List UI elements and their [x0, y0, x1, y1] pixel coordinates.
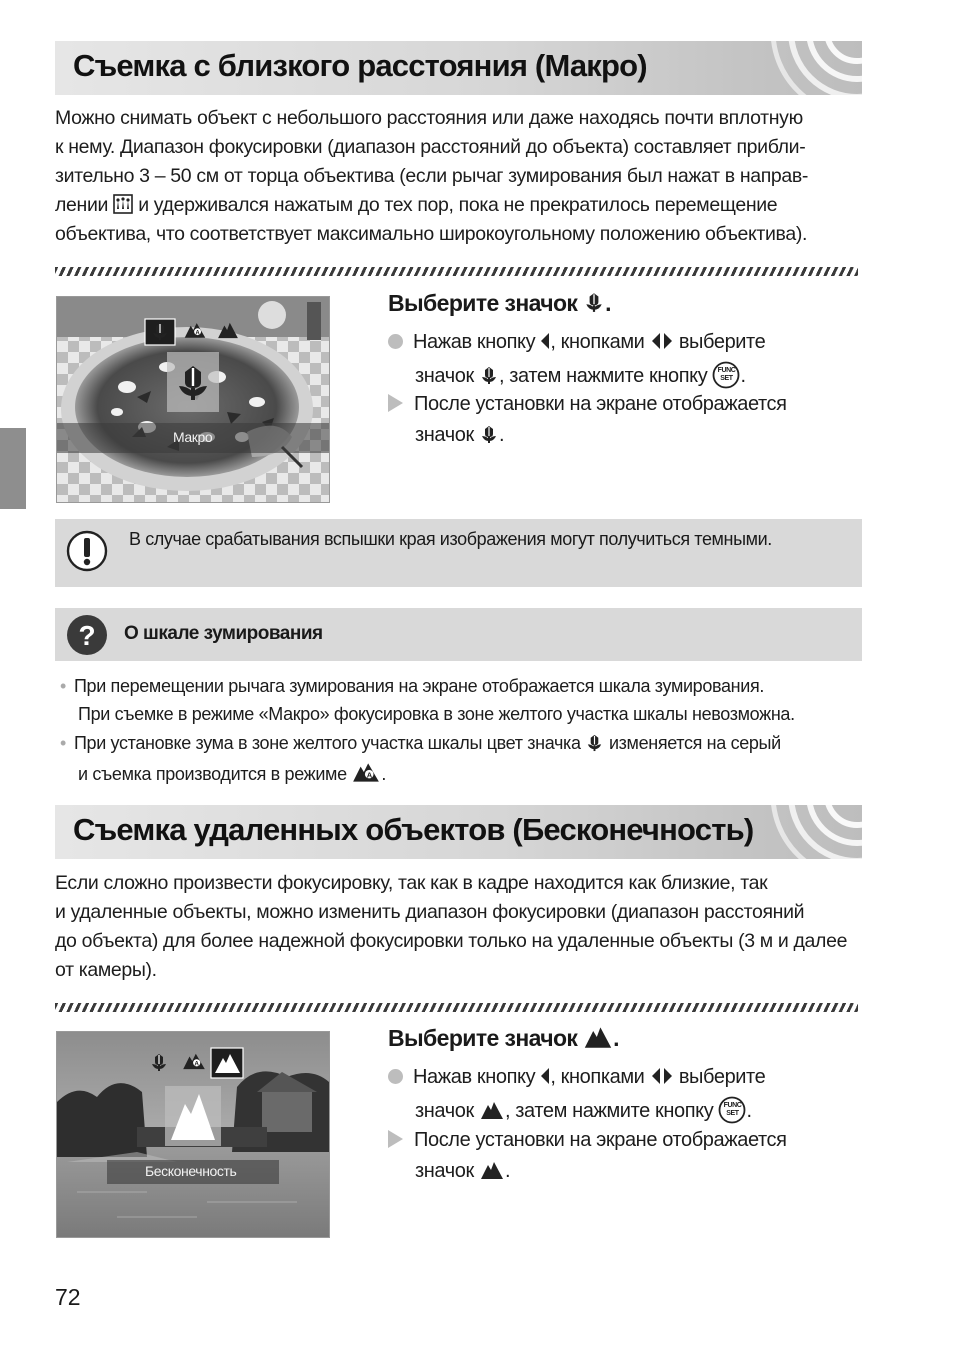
step-text: значок [415, 424, 474, 446]
intro-line: до объекта) для более надежной фокусировки только на удаленные объекты (3 м и далее [55, 930, 848, 952]
section-header-infinity [55, 805, 862, 859]
set-label: SET [720, 375, 733, 382]
step-text: значок [415, 1160, 474, 1182]
step-title: Выберите значок . [388, 290, 611, 316]
step-title-text: Выберите значок [388, 1025, 578, 1051]
step-title: Выберите значок . [388, 1025, 619, 1051]
step-text: . [740, 365, 746, 387]
step-text: После установки на экране отображается [414, 1129, 787, 1151]
intro-fragment: и удерживался нажатым до тех пор, пока не прекратилось перемещение [138, 194, 778, 216]
macro-flower-icon [583, 290, 605, 314]
macro-flower-icon [479, 365, 499, 385]
step-text: , затем нажмите кнопку [504, 1100, 714, 1122]
func-set-button-icon [718, 1096, 746, 1124]
bullet-triangle [388, 394, 403, 412]
step-text: . [504, 1160, 511, 1182]
note-text: и съемка производится в режиме [78, 764, 347, 784]
mountain-icon [479, 1160, 505, 1180]
step-text: выберите [678, 331, 766, 353]
note-text: При съемке в режиме «Макро» фокусировка в зоне желтого участка шкалы невозможна. [78, 704, 795, 724]
left-arrow-icon [540, 1066, 550, 1086]
step-text: , кнопками [550, 1066, 645, 1088]
step-line [388, 1096, 752, 1124]
divider-hatch [55, 267, 858, 276]
divider-hatch [55, 1003, 858, 1012]
step-text: значок [415, 365, 474, 387]
note-title: О шкале зумирования [124, 623, 323, 644]
wide-angle-icon [113, 194, 133, 214]
pizza-photo-image [57, 297, 329, 502]
intro-line: Можно снимать объект с небольшого расстояния или даже находясь почти вплотную [55, 107, 803, 129]
step-line [388, 393, 787, 416]
infinity-example-photo [56, 1031, 330, 1238]
caution-box [55, 519, 862, 587]
left-right-arrows-icon [650, 1066, 674, 1086]
photo-mode-label: Макро [173, 429, 213, 445]
step-text: , затем нажмите кнопку [498, 365, 708, 387]
set-label: SET [726, 1110, 739, 1117]
step-line [388, 331, 765, 354]
question-icon [66, 614, 108, 656]
note-text: При перемещении рычага зумирования на экране отображается шкала зумирования. [73, 676, 765, 696]
intro-line: к нему. Диапазон фокусировки (диапазон расстояний до объекта) составляет прибли- [55, 136, 806, 158]
step-line [388, 1129, 787, 1152]
step-title-text: Выберите значок [388, 290, 578, 316]
note-bullet: • При перемещении рычага зумирования на экране отображается шкала зумирования. [60, 676, 765, 696]
note-text: При установке зума в зоне желтого участка шкалы цвет значка [73, 733, 581, 753]
step-text: Нажав кнопку [413, 331, 536, 353]
step-line [388, 1160, 510, 1183]
intro-line: объектива, что соответствует максимально широкоугольному положению объектива). [55, 223, 808, 245]
note-text: . [381, 764, 387, 784]
step-text: значок [415, 1100, 474, 1122]
rings-decoration-icon [732, 41, 862, 95]
step-line [388, 1066, 765, 1089]
step-line [388, 424, 504, 447]
exclamation-icon [66, 530, 108, 572]
section-header-macro [55, 41, 862, 95]
bullet-dot [388, 1069, 403, 1084]
bullet-triangle [388, 1130, 403, 1148]
intro-line: зительно 3 – 50 см от торца объектива (если рычаг зумирования был нажат в направ- [55, 165, 809, 187]
note-bullet: • При установке зума в зоне желтого участка шкалы цвет значка изменяется на серый [60, 733, 781, 753]
svg-text:?: ? [78, 620, 96, 651]
intro-line: Если сложно произвести фокусировку, так как в кадре находится как близкие, так [55, 872, 768, 894]
note-text-line [78, 761, 386, 785]
intro-fragment: лении [55, 194, 109, 216]
step-text: выберите [678, 1066, 766, 1088]
note-text: изменяется на серый [608, 733, 781, 753]
intro-line: от камеры). [55, 959, 157, 981]
section-intro [55, 104, 855, 249]
note-header [55, 608, 862, 661]
step-text: . [498, 424, 505, 446]
chapter-tab [0, 428, 26, 509]
landscape-photo-image [57, 1032, 329, 1237]
caution-text: В случае срабатывания вспышки края изображения могут получиться темными. [129, 529, 772, 549]
intro-line: и удаленные объекты, можно изменить диапазон фокусировки (диапазон расстояний [55, 901, 805, 923]
auto-mountain-icon [351, 761, 381, 783]
step-text: , кнопками [550, 331, 645, 353]
section-title: Съемка удаленных объектов (Бесконечность) [73, 812, 754, 847]
bullet-dot [388, 334, 403, 349]
intro-line [55, 191, 855, 220]
mountain-icon [583, 1025, 613, 1049]
mountain-icon [479, 1100, 505, 1120]
macro-example-photo [56, 296, 330, 503]
step-text: . [746, 1100, 752, 1122]
step-text: После установки на экране отображается [414, 393, 787, 415]
section-title: Съемка с близкого расстояния (Макро) [73, 48, 647, 83]
func-set-button-icon [712, 361, 740, 389]
macro-flower-icon [479, 424, 499, 444]
func-label: FUNC [723, 1102, 742, 1109]
macro-flower-icon [585, 733, 604, 752]
func-label: FUNC [717, 367, 736, 374]
section-intro [55, 869, 855, 985]
step-line [388, 361, 746, 389]
photo-mode-label: Бесконечность [145, 1163, 237, 1179]
step-text: Нажав кнопку [413, 1066, 536, 1088]
left-right-arrows-icon [650, 331, 674, 351]
page-number: 72 [55, 1284, 81, 1310]
left-arrow-icon [540, 331, 550, 351]
